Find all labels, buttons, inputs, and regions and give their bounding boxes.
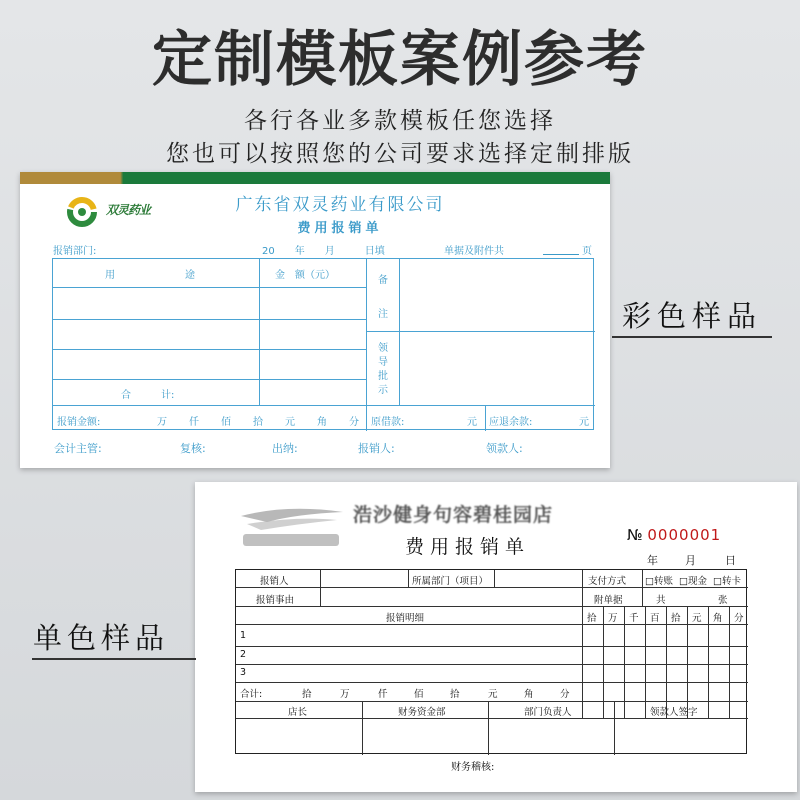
- digit-fen: 分: [734, 613, 744, 624]
- sign-dept-head: 部门负责人: [524, 707, 572, 718]
- date-year: 年: [647, 554, 658, 567]
- unit-wan: 万: [157, 417, 167, 428]
- pay-card-checkbox[interactable]: □转卡: [713, 576, 741, 587]
- dept-label: 所属部门（项目）: [412, 576, 489, 587]
- approval-char-1: 领: [378, 343, 388, 354]
- refund-yuan: 元: [579, 417, 589, 428]
- serial-value: 0000001: [647, 526, 722, 544]
- approval-char-4: 示: [378, 385, 388, 396]
- col-amount: 金 额（元）: [275, 270, 335, 281]
- row-2: 2: [240, 649, 247, 660]
- attach-blank: [543, 254, 579, 255]
- total-unit-shi-2: 拾: [450, 689, 460, 700]
- total-label: 合计:: [240, 689, 263, 700]
- unit-fen: 分: [349, 417, 359, 428]
- subtitle-1: 各行各业多款模板任您选择: [244, 108, 556, 134]
- date-day: 日: [725, 554, 736, 567]
- dept-label: 报销部门:: [53, 246, 97, 257]
- claimant-label: 报销人: [260, 576, 289, 587]
- reason-label: 报销事由: [256, 595, 295, 606]
- form-title: 费用报销单: [297, 221, 383, 236]
- expense-table: [52, 258, 594, 430]
- unit-jiao: 角: [317, 417, 327, 428]
- total-unit-bai: 佰: [414, 689, 424, 700]
- unit-shi: 拾: [253, 417, 263, 428]
- row-3: 3: [240, 667, 247, 678]
- mono-expense-table: [235, 569, 747, 754]
- attach-label: 附单据: [594, 595, 623, 606]
- amount-label: 报销金额:: [57, 417, 101, 428]
- mono-company-name: 浩沙健身句容碧桂园店: [353, 504, 554, 526]
- approval-char-2: 导: [378, 357, 388, 368]
- digit-shi-1: 拾: [587, 613, 597, 624]
- finance-audit-label: 财务稽核:: [451, 762, 495, 773]
- page-title: 定制模板案例参考: [152, 25, 648, 95]
- date-month: 月: [685, 554, 696, 567]
- footer-claimant: 报销人:: [358, 442, 395, 455]
- remark-char-2: 注: [378, 309, 388, 320]
- remark-char-1: 备: [378, 275, 388, 286]
- unit-yuan: 元: [285, 417, 295, 428]
- color-sample-form: [20, 172, 610, 468]
- total-unit-wan: 万: [340, 689, 350, 700]
- unit-bai: 佰: [221, 417, 231, 428]
- mono-sample-form: [195, 482, 797, 792]
- col-use: 用 途: [105, 270, 195, 281]
- serial-number: [627, 526, 721, 544]
- pay-method-label: 支付方式: [588, 576, 627, 587]
- mono-sample-label: 单色样品: [33, 621, 170, 655]
- borrow-label: 原借款:: [371, 417, 405, 428]
- total-unit-shi-1: 拾: [302, 689, 312, 700]
- total-unit-jiao: 角: [524, 689, 534, 700]
- digit-wan: 万: [608, 613, 618, 624]
- digit-yuan: 元: [692, 613, 702, 624]
- footer-review: 复核:: [180, 442, 206, 455]
- digit-jiao: 角: [713, 613, 723, 624]
- footer-accountant: 会计主管:: [54, 442, 102, 455]
- sign-receiver: 领款人签字: [650, 707, 698, 718]
- digit-bai: 百: [650, 613, 660, 624]
- attach-label: 单据及附件共: [444, 246, 504, 257]
- sign-finance: 财务资金部: [398, 707, 446, 718]
- pay-cash-checkbox[interactable]: □现金: [679, 576, 707, 587]
- refund-label: 应退余款:: [489, 417, 533, 428]
- pay-transfer-checkbox[interactable]: □转账: [645, 576, 673, 587]
- borrow-yuan: 元: [467, 417, 477, 428]
- footer-cashier: 出纳:: [272, 442, 298, 455]
- attach-count: 共: [656, 595, 666, 606]
- color-sample-label: 彩色样品: [621, 299, 762, 333]
- sign-store-manager: 店长: [288, 707, 308, 718]
- attach-unit: 页: [582, 246, 592, 257]
- company-name: 广东省双灵药业有限公司: [235, 195, 445, 215]
- total-unit-qian: 仟: [378, 689, 388, 700]
- logo-text: 双灵药业: [106, 203, 151, 217]
- attach-unit: 张: [718, 595, 728, 606]
- digit-qian: 千: [629, 613, 639, 624]
- row-1: 1: [240, 630, 247, 641]
- serial-symbol: №: [627, 526, 643, 544]
- subtitle-2: 您也可以按照您的公司要求选择定制排版: [166, 141, 634, 167]
- mono-sample-underline: [32, 658, 196, 660]
- total-label: 合 计:: [121, 390, 175, 401]
- total-unit-fen: 分: [560, 689, 570, 700]
- approval-char-3: 批: [378, 371, 388, 382]
- fill-date: 20 年 月 日填: [262, 246, 385, 257]
- footer-receiver: 领款人:: [486, 442, 523, 455]
- total-unit-yuan: 元: [488, 689, 498, 700]
- form-header-band: [20, 172, 610, 184]
- blurred-logo-icon: [237, 502, 347, 550]
- color-sample-underline: [612, 336, 772, 338]
- mono-form-title: 费用报销单: [405, 536, 531, 558]
- detail-header: 报销明细: [386, 613, 425, 624]
- unit-qian: 仟: [189, 417, 199, 428]
- digit-shi-2: 拾: [671, 613, 681, 624]
